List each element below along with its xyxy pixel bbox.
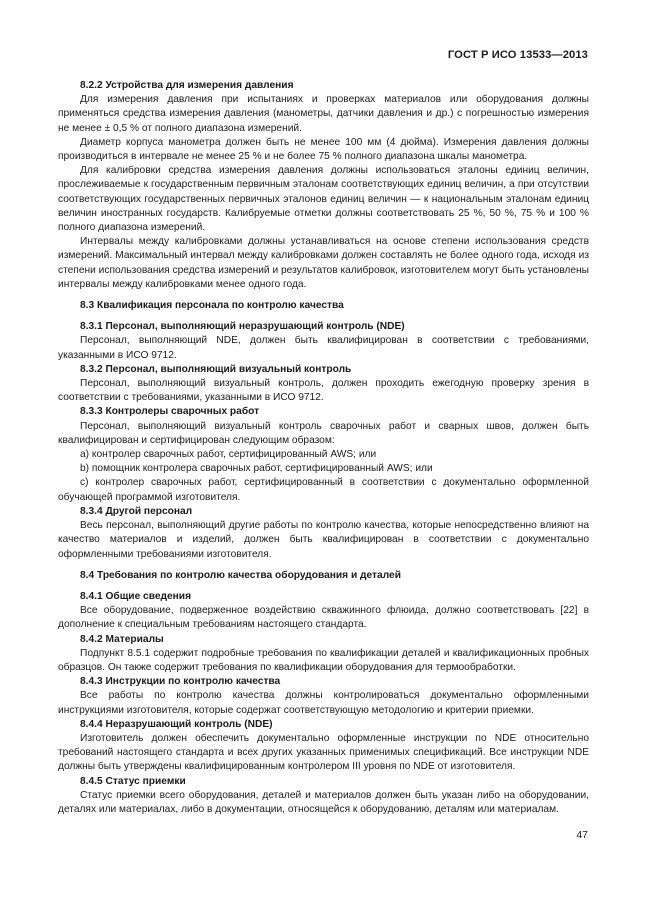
heading-8-4-5: 8.4.5 Статус приемки [80, 775, 186, 787]
paragraph: Весь персонал, выполняющий другие работы по контролю качества, которые непосредственно влияют на качество материалов и изделий, должен быть квалифицирован в соответствии с документально оформленными требованиями изготовителя. [58, 520, 589, 560]
list-item: с) контролер сварочных работ, сертифицированный в соответствии с документально оформленной обучающей программой изготовителя. [58, 477, 589, 503]
heading-8-3-2: 8.3.2 Персонал, выполняющий визуальный контроль [80, 363, 352, 375]
page-content [58, 79, 589, 817]
paragraph: Статус приемки всего оборудования, деталей и материалов должен быть указан либо на оборудовании, деталях или материалах, либо в документации, относящейся к оборудованию, деталям или материалам. [58, 789, 589, 815]
paragraph: Персонал, выполняющий визуальный контроль, должен проходить ежегодную проверку зрения в соответствии с требованиями, указанными в ИСО 9712. [58, 378, 589, 404]
paragraph: Диаметр корпуса манометра должен быть не менее 100 мм (4 дюйма). Измерения давления должны производиться в интервале не менее 25 % и не более 75 % полного диапазона шкалы манометра. [58, 136, 589, 163]
heading-8-3-4: 8.3.4 Другой персонал [80, 505, 193, 517]
heading-8-3: 8.3 Квалификация персонала по контролю качества [80, 300, 344, 312]
heading-8-4: 8.4 Требования по контролю качества оборудования и деталей [80, 569, 401, 581]
heading-8-4-2: 8.4.2 Материалы [80, 633, 164, 645]
heading-8-3-3: 8.3.3 Контролеры сварочных работ [80, 406, 260, 418]
heading-8-4-4: 8.4.4 Неразрушающий контроль (NDE) [80, 718, 273, 730]
paragraph: Для калибровки средства измерения давления должны использоваться эталоны единиц величин, прослеживаемые к государственным первичным эталонам соответствующих единиц величин, а при отсутствии соответствующих государственных первичных эталонов единиц величин — к национальным эталонам единиц величин иностранных государств. Калибруемые отметки должны соответствовать 25 %, 50 %, 75 % и 100 % полного диапазона измерений. [58, 165, 589, 234]
paragraph: Персонал, выполняющий NDE, должен быть квалифицирован в соответствии с требованиями, указанными в ИСО 9712. [58, 335, 589, 361]
page-number: 47 [576, 829, 588, 841]
paragraph: Интервалы между калибровками должны устанавливаться на основе степени использования средств измерений. Максимальный интервал между калибровками должен составлять не более одного года, исходя из степени использования средства измерений и результатов калибровок, изготовителем могут быть установлены интервалы между калибровками менее одного года. [58, 236, 589, 290]
heading-8-3-1: 8.3.1 Персонал, выполняющий неразрушающий контроль (NDE) [80, 321, 405, 333]
heading-8-4-1: 8.4.1 Общие сведения [80, 590, 192, 602]
paragraph: Изготовитель должен обеспечить документально оформленные инструкции по NDE относительно требований настоящего стандарта и всех других указанных применимых спецификаций. Все инструкции NDE должны быть утверждены квалифицированным контролером III уровня по NDE от изготовителя. [58, 732, 589, 773]
paragraph: Персонал, выполняющий визуальный контроль сварочных работ и сварных швов, должен быть квалифицирован и сертифицирован следующим образом: [58, 420, 589, 446]
heading-8-4-3: 8.4.3 Инструкции по контролю качества [80, 676, 281, 688]
paragraph: Все оборудование, подверженное воздействию скважинного флюида, должно соответствовать [22] в дополнение к специальным требованиям настоящего стандарта. [58, 605, 589, 631]
paragraph: Подпункт 8.5.1 содержит подробные требования по квалификации деталей и квалификационных пробных образцов. Он также содержит требования по квалификации оборудования для термообработки. [58, 647, 589, 673]
paragraph: Все работы по контролю качества должны контролироваться документально оформленными инструкциями изготовителя, которые содержат соответствующую методологию и критерии приемки. [58, 690, 589, 716]
list-item: b) помощник контролера сварочных работ, сертифицированный AWS; или [80, 463, 433, 475]
paragraph: Для измерения давления при испытаниях и проверках материалов или оборудования должны применяться средства измерения давления (манометры, датчики давления и др.) с погрешностью измерения не менее ± 0,5 % от полного диапазона измерений. [58, 94, 589, 134]
standard-header: ГОСТ Р ИСО 13533—2013 [447, 49, 588, 61]
list-item: а) контролер сварочных работ, сертифицированный AWS; или [80, 449, 377, 461]
heading-8-2-2: 8.2.2 Устройства для измерения давления [80, 80, 294, 91]
